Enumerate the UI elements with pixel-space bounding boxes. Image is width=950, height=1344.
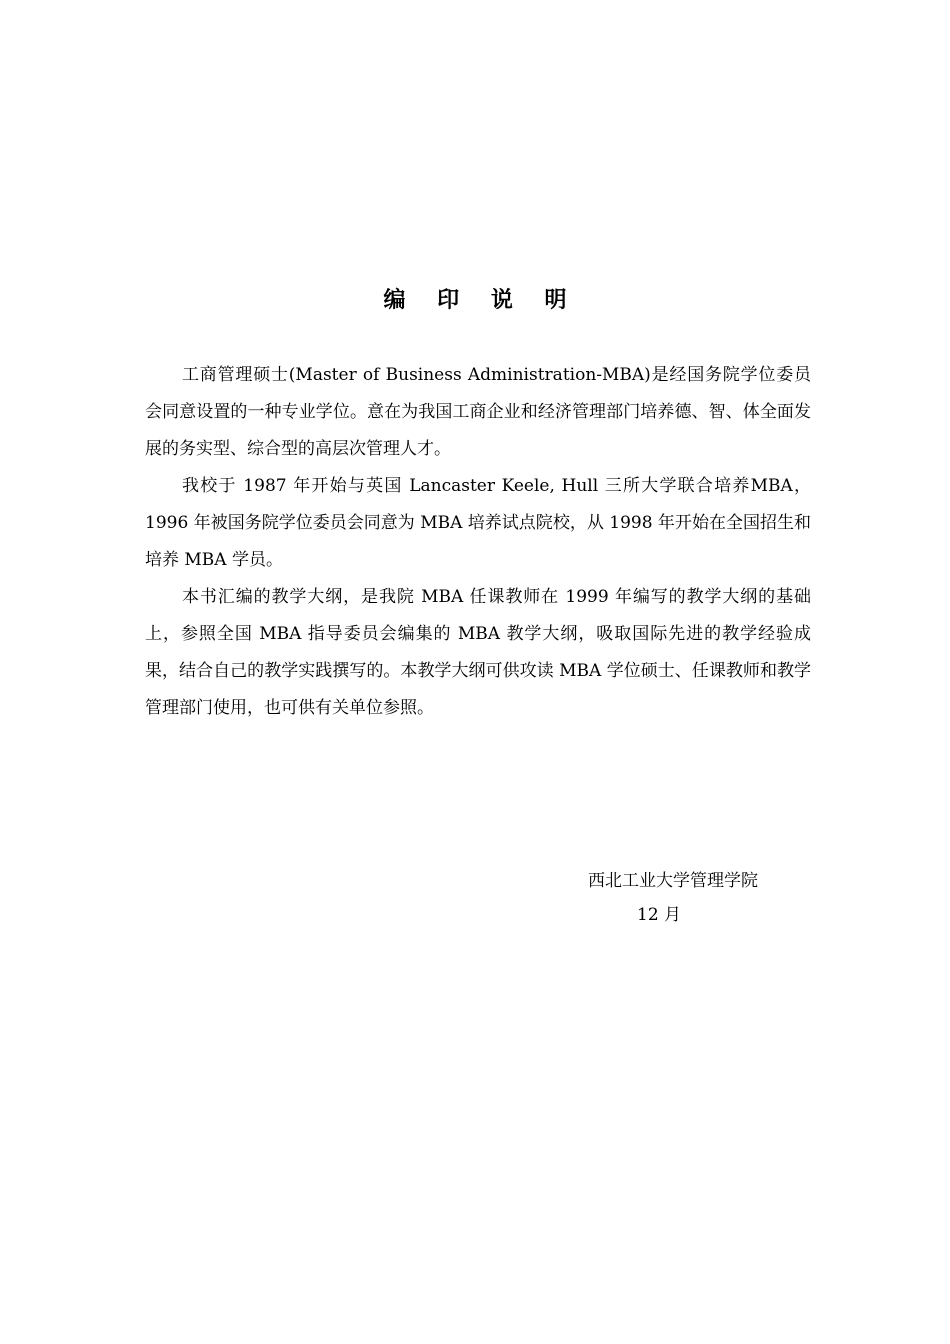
paragraph-intro: 工商管理硕士(Master of Business Administration-MBA)是经国务院学位委员会同意设置的一种专业学位。意在为我国工商企业和经济管理部门培养德、智、体全面发展的务实型、综合型的高层次管理人才。 — [145, 365, 811, 459]
document-body — [145, 357, 811, 727]
page-title: 编 印 说 明 — [383, 288, 579, 313]
signature-date: 12 月 — [637, 905, 682, 925]
paragraph-purpose: 本书汇编的教学大纲，是我院 MBA 任课教师在 1999 年编写的教学大纲的基础上，参照全国 MBA 指导委员会编集的 MBA 教学大纲，吸取国际先进的教学经验成果，结合自己的教学实践撰写的。本教学大纲可供攻读 MBA 学位硕士、任课教师和教学管理部门使用，也可供有关单位参照。 — [145, 587, 811, 718]
signature-block — [588, 864, 818, 932]
paragraph-history: 我校于 1987 年开始与英国 Lancaster Keele, Hull 三所大学联合培养MBA，1996 年被国务院学位委员会同意为 MBA 培养试点院校，从 1998 年开始在全国招生和培养 MBA 学员。 — [145, 476, 811, 570]
signature-organization: 西北工业大学管理学院 — [588, 871, 758, 891]
